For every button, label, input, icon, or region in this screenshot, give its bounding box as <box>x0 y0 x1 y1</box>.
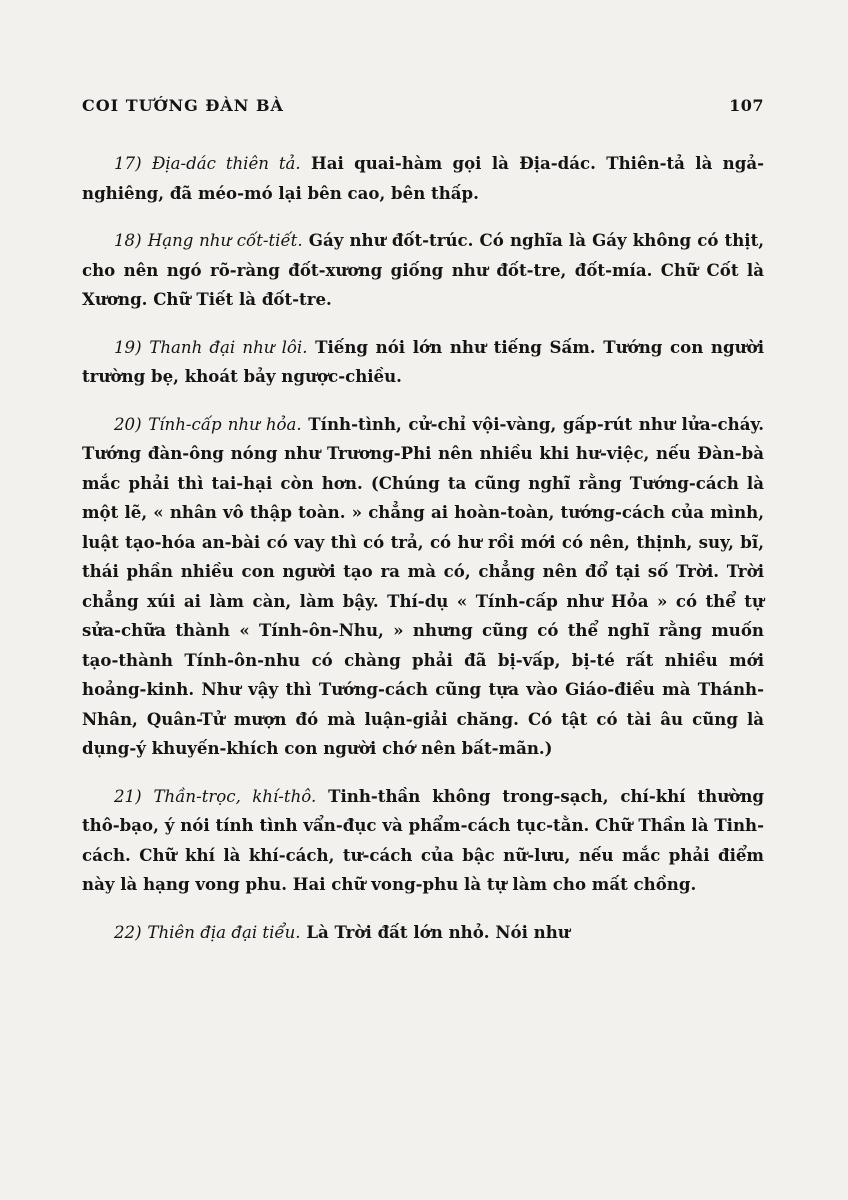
chapter-title: COI TƯỚNG ĐÀN BÀ <box>82 96 284 115</box>
entry-list <box>82 149 764 947</box>
entry-22 <box>82 918 764 948</box>
entry-21 <box>82 782 764 900</box>
entry-number: 18) <box>114 231 142 250</box>
entry-heading: Thanh đại như lôi. <box>149 337 308 357</box>
entry-17 <box>82 149 764 208</box>
entry-body: Tính-tình, cử-chỉ vội-vàng, gấp-rút như lửa-cháy. Tướng đàn-ông nóng như Trương-Phi nên nhiều khi hư-việc, nếu Đàn-bà mắc phải thì tai-hại còn hơn. (Chúng ta cũng nghĩ rằng Tướng-cách là một lẽ, « nhân vô thập toàn. » chẳng ai hoàn-toàn, tướng-cách của mình, luật tạo-hóa an-bài có vay thì có trả, có hư rồi mới có nên, thịnh, suy, bĩ, thái phần nhiều con người tạo ra mà có, chẳng nên đổ tại số Trời. Trời chẳng xúi ai làm càn, làm bậy. Thí-dụ « Tính-cấp như Hỏa » có thể tự sửa-chữa thành « Tính-ôn-Nhu, » nhưng cũng có thể nghĩ rằng muốn tạo-thành Tính-ôn-nhu có chàng phải đã bị-vấp, bị-té rất nhiều mới hoảng-kinh. Như vậy thì Tướng-cách cũng tựa vào Giáo-điều mà Thánh-Nhân, Quân-Tử mượn đó mà luận-giải chăng. Có tật có tài âu cũng là dụng-ý khuyến-khích con người chớ nên bất-mãn.) <box>82 413 764 758</box>
entry-heading: Thần-trọc, khí-thô. <box>153 786 317 806</box>
entry-body: Gáy như đốt-trúc. Có nghĩa là Gáy không có thịt, cho nên ngó rõ-ràng đốt-xương giống như đốt-tre, đốt-mía. Chữ Cốt là Xương. Chữ Tiết là đốt-tre. <box>82 230 765 309</box>
entry-heading: Tính-cấp như hỏa. <box>148 414 302 434</box>
entry-heading: Địa-dác thiên tả. <box>151 154 301 173</box>
entry-heading: Thiên địa đại tiểu. <box>147 922 301 942</box>
entry-number: 17) <box>114 154 142 173</box>
running-header <box>82 96 764 115</box>
entry-heading: Hạng như cốt-tiết. <box>147 231 303 250</box>
entry-number: 22) <box>114 922 142 942</box>
entry-body: Hai quai-hàm gọi là Địa-dác. Thiên-tả là ngả-nghiêng, đã méo-mó lại bên cao, bên thấp. <box>82 153 764 203</box>
entry-20 <box>82 410 764 764</box>
page-number: 107 <box>729 96 764 115</box>
entry-number: 19) <box>114 337 142 357</box>
entry-19 <box>82 333 764 392</box>
entry-body: Tinh-thần không trong-sạch, chí-khí thường thô-bạo, ý nói tính tình vẩn-đục và phẩm-cách tục-tằn. Chữ Thần là Tinh-cách. Chữ khí là khí-cách, tư-cách của bậc nữ-lưu, nếu mắc phải điểm này là hạng vong phu. Hai chữ vong-phu là tự làm cho mất chồng. <box>82 785 764 894</box>
entry-body: Tiếng nói lớn như tiếng Sấm. Tướng con người trường bẹ, khoát bảy ngược-chiều. <box>82 336 765 386</box>
entry-number: 21) <box>114 786 142 806</box>
entry-18 <box>82 226 764 315</box>
entry-body: Là Trời đất lớn nhỏ. Nói như <box>306 921 570 942</box>
entry-number: 20) <box>114 414 142 434</box>
